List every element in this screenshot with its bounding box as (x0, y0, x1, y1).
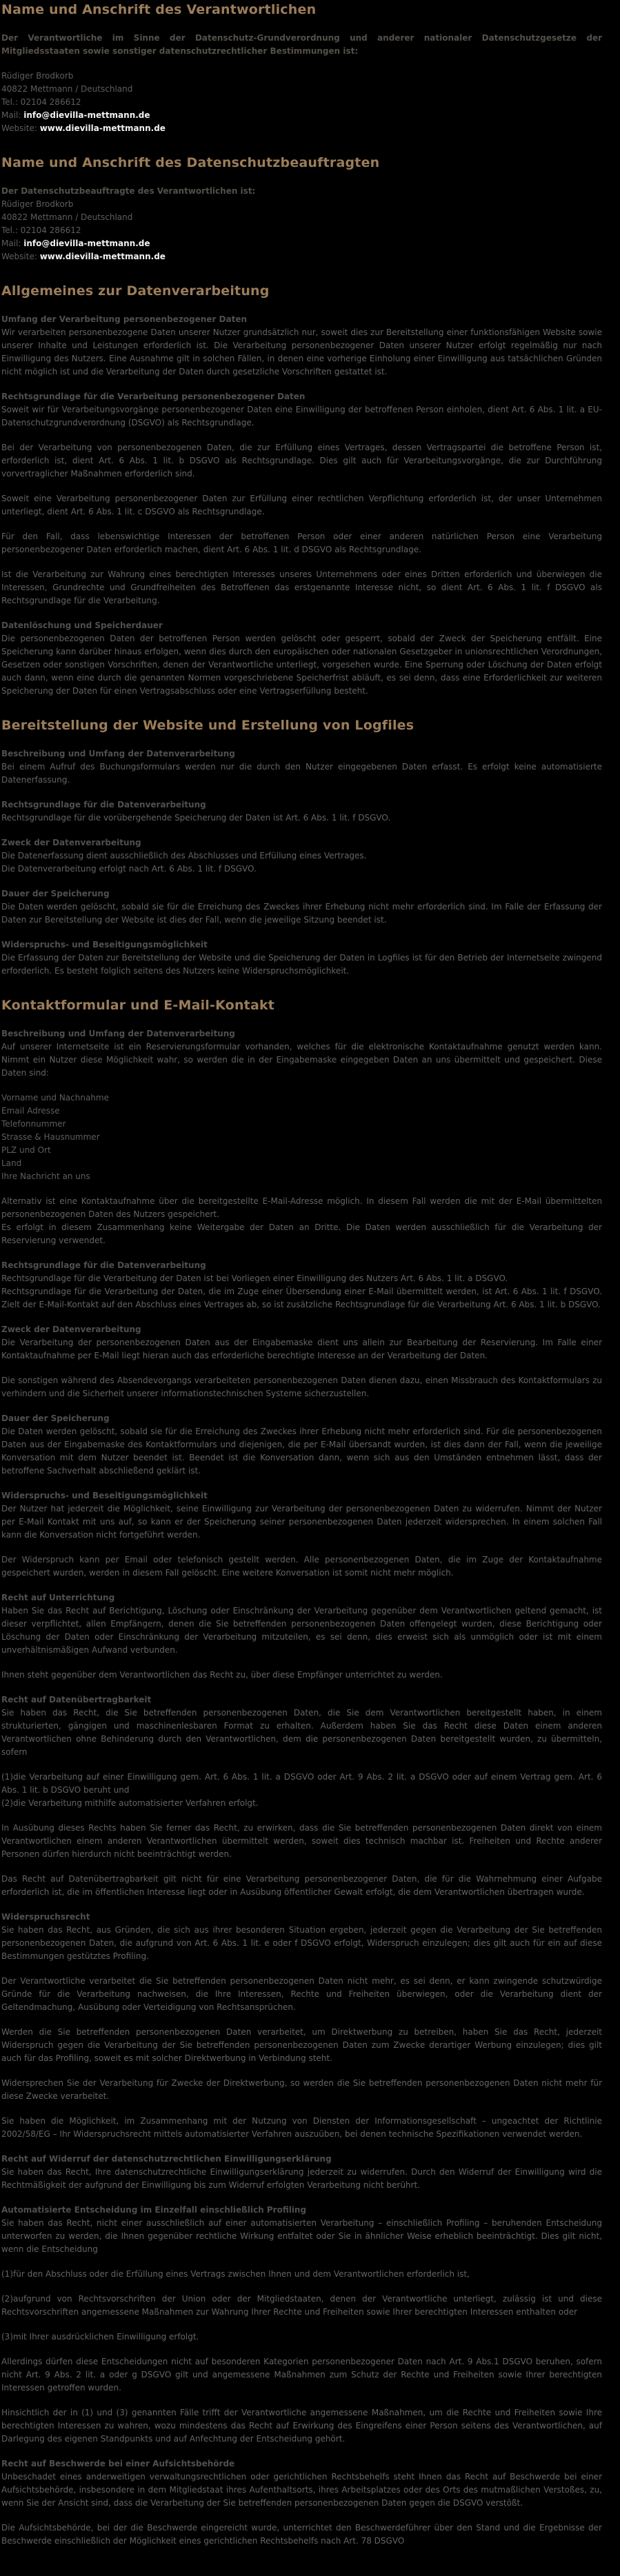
paragraph: Die personenbezogenen Daten der betroffenen Person werden gelöscht oder gesperrt, sobald der Zweck der Speicherung entfällt. Eine Speicherung kann darüber hinaus erfolgen, wenn dies durch den europäischen oder nationalen Gesetzgeber in unionsrechtlichen Verordnungen, Gesetzen oder sonstigen Vorschriften, denen der Verantwortliche unterliegt, vorgesehen wurde. Eine Sperrung oder Löschung der Daten erfolgt auch dann, wenn eine durch die genannten Normen vorgeschriebene Speicherfrist abläuft, es sei denn, dass eine Erforderlichkeit zur weiteren Speicherung der Daten für einen Vertragsabschluss oder eine Vertragserfüllung besteht. (1, 634, 602, 696)
subsection-title: Rechtsgrundlage für die Datenverarbeitung (1, 1260, 206, 1270)
line-group (1, 70, 602, 135)
address-line: Rüdiger Brodkorb (1, 71, 74, 81)
contact-line (1, 237, 602, 250)
address-line: Tel.: 02104 286612 (1, 97, 81, 107)
subsection-title: Datenlöschung und Speicherdauer (1, 621, 163, 630)
paragraph: Widersprechen Sie der Verarbeitung für Zwecke der Direktwerbung, so werden die Sie betreffenden personenbezogenen Daten nicht mehr für diese Zwecke verarbeitet. (1, 2078, 602, 2101)
paragraph: Unbeschadet eines anderweitigen verwaltungsrechtlichen oder gerichtlichen Rechtsbehelfs steht Ihnen das Recht auf Beschwerde bei einer Aufsichtsbehörde, insbesondere in dem Mitgliedstaat ihres Aufenthaltsorts, ihres Arbeitsplatzes oder des Orts des mutmaßlichen Verstoßes, zu, wenn Sie der Ansicht sind, dass die Verarbeitung der Sie betreffenden personenbezogenen Daten gegen die DSGVO verstößt. (1, 2472, 602, 2508)
paragraph: (1)für den Abschluss oder die Erfüllung eines Vertrags zwischen Ihnen und dem Verantwortlichen erforderlich ist, (1, 2269, 470, 2279)
paragraph: Alternativ ist eine Kontaktaufnahme über die bereitgestellte E-Mail-Adresse möglich. In diesem Fall werden die mit der E-Mail übermittelten personenbezogenen Daten des Nutzers gespeichert. Es erfolgt in diesem Zusammenhang keine Weitergabe der Daten an Dritte. Die Daten werden ausschließlich für die Verarbeitung der Reservierung verwendet. (1, 1196, 602, 1245)
subsection-title: Widerspruchs- und Beseitigungsmöglichkeit (1, 940, 208, 949)
section-heading-allgemeines: Allgemeines zur Datenverarbeitung (1, 283, 270, 299)
paragraph: Soweit eine Verarbeitung personenbezogener Daten zur Erfüllung einer rechtlichen Verpflichtung erforderlich ist, der unser Unternehmen unterliegt, dient Art. 6 Abs. 1 lit. c DSGVO als Rechtsgrundlage. (1, 494, 602, 516)
contact-label: Website: (1, 252, 40, 261)
email-link[interactable]: info@dievilla-mettmann.de (23, 110, 150, 120)
paragraph: Auf unserer Internetseite ist ein Reservierungsformular vorhanden, welches für die elektronische Kontaktaufnahme genutzt werden kann. Nimmt ein Nutzer diese Möglichkeit wahr, so werden die in der Eingabemaske eingegeben Daten an uns übermittelt und gespeichert. Diese Daten sind: (1, 1042, 602, 1078)
email-link[interactable]: info@dievilla-mettmann.de (23, 239, 150, 248)
section-heading-datenschutzbeauftragter: Name und Anschrift des Datenschutzbeauftragten (1, 155, 380, 170)
section-kontakt (1, 997, 602, 2548)
contact-label: Mail: (1, 110, 24, 120)
subsection-title: Recht auf Beschwerde bei einer Aufsichtsbehörde (1, 2459, 235, 2468)
paragraph: Hinsichtlich der in (1) und (3) genannten Fälle trifft der Verantwortliche angemessene Maßnahmen, um die Rechte und Freiheiten sowie Ihre berechtigten Interessen zu wahren, wozu mindestens das Recht auf Erwirkung des Eingreifens einer Person seitens des Verantwortlichen, auf Darlegung des eigenen Standpunkts und auf Anfechtung der Entscheidung gehört. (1, 2408, 602, 2444)
paragraph: Der Nutzer hat jederzeit die Möglichkeit, seine Einwilligung zur Verarbeitung der personenbezogenen Daten zu widerrufen. Nimmt der Nutzer per E-Mail Kontakt mit uns auf, so kann er der Speicherung seiner personenbezogenen Daten jederzeit widersprechen. In einem solchen Fall kann die Konversation nicht fortgeführt werden. (1, 1504, 602, 1540)
section-verantwortlicher (1, 1, 602, 135)
paragraph: Haben Sie das Recht auf Berichtigung, Löschung oder Einschränkung der Verarbeitung gegenüber dem Verantwortlichen geltend gemacht, ist dieser verpflichtet, allen Empfängern, denen die Sie betreffenden personenbezogenen Daten offengelegt wurden, diese Berichtigung oder Löschung der Daten oder Einschränkung der Verarbeitung mitzuteilen, es sei denn, dies erweist sich als unmöglich oder ist mit einem unverhältnismäßigen Aufwand verbunden. (1, 1606, 602, 1655)
paragraph: (3)mit Ihrer ausdrücklichen Einwilligung erfolgt. (1, 2332, 199, 2342)
paragraph: Für den Fall, dass lebenswichtige Interessen der betroffenen Person oder einer anderen natürlichen Person eine Verarbeitung personenbezogener Daten erforderlich machen, dient Art. 6 Abs. 1 lit. d DSGVO als Rechtsgrundlage. (1, 532, 602, 554)
line-group (1, 198, 602, 263)
subsection-title: Recht auf Unterrichtung (1, 1593, 115, 1602)
subsection-title: Zweck der Datenverarbeitung (1, 1325, 141, 1334)
subsection-title: Rechtsgrundlage für die Verarbeitung personenbezogener Daten (1, 392, 306, 401)
subsection-title: Dauer der Speicherung (1, 889, 110, 898)
lead-line: Der Datenschutzbeauftragte des Verantwortlichen ist: (1, 186, 256, 196)
form-data-item: Land (1, 1158, 22, 1168)
contact-line (1, 250, 602, 263)
subsection-title: Dauer der Speicherung (1, 1413, 110, 1423)
paragraph: Die Verarbeitung der personenbezogenen Daten aus der Eingabemaske dient uns allein zur Bearbeitung der Reservierung. Im Falle einer Kontaktaufnahme per E-Mail liegt hieran auch das erforderliche berechtigte Interesse an der Verarbeitung der Daten. (1, 1338, 602, 1360)
subsection-title: Umfang der Verarbeitung personenbezogener Daten (1, 314, 248, 324)
section-datenschutzbeauftragter (1, 154, 602, 263)
form-data-item: Strasse & Hausnummer (1, 1132, 100, 1142)
form-data-item: Email Adresse (1, 1106, 60, 1116)
subsection-title: Zweck der Datenverarbeitung (1, 838, 141, 847)
form-data-item: PLZ und Ort (1, 1145, 51, 1155)
subsection-title: Widerspruchs- und Beseitigungsmöglichkeit (1, 1491, 208, 1500)
address-line: 40822 Mettmann / Deutschland (1, 84, 133, 94)
contact-label: Mail: (1, 239, 24, 248)
section-heading-kontakt: Kontaktformular und E-Mail-Kontakt (1, 998, 275, 1013)
paragraph: (1)die Verarbeitung auf einer Einwilligung gem. Art. 6 Abs. 1 lit. a DSGVO oder Art. 9 Abs. 2 lit. a DSGVO oder auf einem Vertrag gem. Art. 6 Abs. 1 lit. b DSGVO beruht und (2)die Verarbeitung mithilfe automatisierter Verfahren erfolgt. (1, 1772, 602, 1808)
paragraph: Sie haben das Recht, Ihre datenschutzrechtliche Einwilligungserklärung jederzeit zu widerrufen. Durch den Widerruf der Einwilligung wird die Rechtmäßigkeit der aufgrund der Einwilligung bis zum Widerruf erfolgten Verarbeitung nicht berührt. (1, 2167, 602, 2190)
paragraph: Das Recht auf Datenübertragbarkeit gilt nicht für eine Verarbeitung personenbezogener Daten, die für die Wahrnehmung einer Aufgabe erforderlich ist, die im öffentlichen Interesse liegt oder in Ausübung öffentlicher Gewalt erfolgt, die dem Verantwortlichen übertragen wurde. (1, 1874, 602, 1897)
paragraph: Sie haben das Recht, nicht einer ausschließlich auf einer automatisierten Verarbeitung – einschließlich Profiling – beruhenden Entscheidung unterworfen zu werden, die Ihnen gegenüber rechtliche Wirkung entfaltet oder Sie in ähnlicher Weise erheblich beeinträchtigt. Dies gilt nicht, wenn die Entscheidung (1, 2218, 602, 2254)
form-data-item: Telefonnummer (1, 1119, 66, 1129)
address-line: Rüdiger Brodkorb (1, 199, 74, 209)
form-data-item: Vorname und Nachnahme (1, 1093, 109, 1103)
address-line: Tel.: 02104 286612 (1, 225, 81, 235)
paragraph: Ihnen steht gegenüber dem Verantwortlichen das Recht zu, über diese Empfänger unterrichtet zu werden. (1, 1670, 443, 1680)
form-data-item: Ihre Nachricht an uns (1, 1171, 90, 1181)
website-link[interactable]: www.dievilla-mettmann.de (39, 252, 166, 261)
section-logfiles (1, 717, 602, 978)
contact-line (1, 122, 602, 135)
paragraph: Bei einem Aufruf des Buchungsformulars werden nur die durch den Nutzer eingegebenen Daten erfasst. Es erfolgt keine automatisierte Datenerfassung. (1, 762, 602, 785)
paragraph: Sie haben das Recht, die Sie betreffenden personenbezogenen Daten, die Sie dem Verantwortlichen bereitgestellt haben, in einem strukturierten, gängigen und maschinenlesbaren Format zu erhalten. Außerdem haben Sie das Recht diese Daten einem anderen Verantwortlichen ohne Behinderung durch den Verantwortlichen, dem die personenbezogenen Daten bereitgestellt wurden, zu übermitteln, sofern (1, 1708, 602, 1757)
paragraph: Ist die Verarbeitung zur Wahrung eines berechtigten Interesses unseres Unternehmens oder eines Dritten erforderlich und überwiegen die Interessen, Grundrechte und Grundfreiheiten des Betroffenen das erstgenannte Interesse nicht, so dient Art. 6 Abs. 1 lit. f DSGVO als Rechtsgrundlage für die Verarbeitung. (1, 570, 602, 605)
subsection-title: Beschreibung und Umfang der Datenverarbeitung (1, 749, 235, 758)
paragraph: Allerdings dürfen diese Entscheidungen nicht auf besonderen Kategorien personenbezogener Daten nach Art. 9 Abs.1 DSGVO beruhen, sofern nicht Art. 9 Abs. 2 lit. a oder g DSGVO gilt und angemessene Maßnahmen zum Schutz der Rechte und Freiheiten sowie Ihrer berechtigten Interessen getroffen wurden. (1, 2357, 602, 2393)
paragraph: Der Verantwortliche verarbeitet die Sie betreffenden personenbezogenen Daten nicht mehr, es sei denn, er kann zwingende schutzwürdige Gründe für die Verarbeitung nachweisen, die Ihre Interessen, Rechte und Freiheiten überwiegen, oder die Verarbeitung dient der Geltendmachung, Ausübung oder Verteidigung von Rechtsansprüchen. (1, 1976, 602, 2012)
paragraph: Wir verarbeiten personenbezogene Daten unserer Nutzer grundsätzlich nur, soweit dies zur Bereitstellung einer funktionsfähigen Website sowie unserer Inhalte und Leistungen erforderlich ist. Die Verarbeitung personenbezogener Daten unserer Nutzer erfolgt regelmäßig nur nach Einwilligung des Nutzers. Eine Ausnahme gilt in solchen Fällen, in denen eine vorherige Einholung einer Einwilligung aus tatsächlichen Gründen nicht möglich ist und die Verarbeitung der Daten durch gesetzliche Vorschriften gestattet ist. (1, 328, 602, 376)
paragraph: Die Daten werden gelöscht, sobald sie für die Erreichung des Zweckes ihrer Erhebung nicht mehr erforderlich sind. Im Falle der Erfassung der Daten zur Bereitstellung der Website ist dies der Fall, wenn die jeweilige Sitzung beendet ist. (1, 902, 602, 925)
subsection-title: Beschreibung und Umfang der Datenverarbeitung (1, 1029, 235, 1038)
paragraph: Die Aufsichtsbehörde, bei der die Beschwerde eingereicht wurde, unterrichtet den Beschwerdeführer über den Stand und die Ergebnisse der Beschwerde einschließlich der Möglichkeit eines gerichtlichen Rechtsbehelfs nach Art. 78 DSGVO (1, 2523, 602, 2546)
intro-paragraph: Der Verantwortliche im Sinne der Datenschutz-Grundverordnung und anderer nationaler Datenschutzgesetze der Mitgliedsstaaten sowie sonstiger datenschutzrechtlicher Bestimmungen ist: (1, 33, 602, 56)
paragraph: Die Erfassung der Daten zur Bereitstellung der Website und die Speicherung der Daten in Logfiles ist für den Betrieb der Internetseite zwingend erforderlich. Es besteht folglich seitens des Nutzers keine Widerspruchsmöglichkeit. (1, 953, 602, 976)
contact-label: Website: (1, 123, 40, 133)
paragraph: In Ausübung dieses Rechts haben Sie ferner das Recht, zu erwirken, dass die Sie betreffenden personenbezogenen Daten direkt von einem Verantwortlichen einem anderen Verantwortlichen übermittelt werden, soweit dies technisch machbar ist. Freiheiten und Rechte anderer Personen dürfen hierdurch nicht beeinträchtigt werden. (1, 1823, 602, 1859)
paragraph: Rechtsgrundlage für die Verarbeitung der Daten ist bei Vorliegen einer Einwilligung des Nutzers Art. 6 Abs. 1 lit. a DSGVO. Rechtsgrundlage für die Verarbeitung der Daten, die im Zuge einer Übersendung einer E-Mail übermittelt werden, ist Art. 6 Abs. 1 lit. f DSGVO. Zielt der E-Mail-Kontakt auf den Abschluss eines Vertrages ab, so ist zusätzliche Rechtsgrundlage für die Verarbeitung Art. 6 Abs. 1 lit. b DSGVO. (1, 1274, 602, 1309)
subsection-title: Widerspruchsrecht (1, 1912, 90, 1922)
paragraph: (2)aufgrund von Rechtsvorschriften der Union oder der Mitgliedstaaten, denen der Verantwortliche unterliegt, zulässig ist und diese Rechtsvorschriften angemessene Maßnahmen zur Wahrung Ihrer Rechte und Freiheiten sowie Ihrer berechtigten Interessen enthalten oder (1, 2294, 602, 2317)
paragraph: Sie haben das Recht, aus Gründen, die sich aus ihrer besonderen Situation ergeben, jederzeit gegen die Verarbeitung der Sie betreffenden personenbezogenen Daten, die aufgrund von Art. 6 Abs. 1 lit. e oder f DSGVO erfolgt, Widerspruch einzulegen; dies gilt auch für ein auf diese Bestimmungen gestütztes Profiling. (1, 1925, 602, 1961)
paragraph: Bei der Verarbeitung von personenbezogenen Daten, die zur Erfüllung eines Vertrages, dessen Vertragspartei die betroffene Person ist, erforderlich ist, dient Art. 6 Abs. 1 lit. b DSGVO als Rechtsgrundlage. Dies gilt auch für Verarbeitungsvorgänge, die zur Durchführung vorvertraglicher Maßnahmen erforderlich sind. (1, 443, 602, 479)
contact-line (1, 109, 602, 122)
section-heading-logfiles: Bereitstellung der Website und Erstellung von Logfiles (1, 718, 414, 733)
subsection-title: Rechtsgrundlage für die Datenverarbeitung (1, 800, 206, 809)
section-allgemeines (1, 283, 602, 698)
subsection-title: Recht auf Datenübertragbarkeit (1, 1695, 152, 1704)
subsection-title: Automatisierte Entscheidung im Einzelfall einschließlich Profiling (1, 2205, 307, 2215)
paragraph: Die Datenerfassung dient ausschließlich des Abschlusses und Erfüllung eines Vertrages. Die Datenverarbeitung erfolgt nach Art. 6 Abs. 1 lit. f DSGVO. (1, 851, 367, 874)
paragraph: Der Widerspruch kann per Email oder telefonisch gestellt werden. Alle personenbezogenen Daten, die im Zuge der Kontaktaufnahme gespeichert wurden, werden in diesem Fall gelöscht. Eine weitere Konversation ist somit nicht mehr möglich. (1, 1555, 602, 1578)
section-heading-verantwortlicher: Name und Anschrift des Verantwortlichen (1, 2, 317, 17)
paragraph: Die Daten werden gelöscht, sobald sie für die Erreichung des Zweckes ihrer Erhebung nicht mehr erforderlich sind. Für die personenbezogenen Daten aus der Eingabemaske des Kontaktformulars und diejenigen, die per E-Mail übersandt wurden, ist dies dann der Fall, wenn die jeweilige Konversation mit dem Nutzer beendet ist. Beendet ist die Konversation dann, wenn sich aus den Umständen entnehmen lässt, dass der betroffene Sachverhalt abschließend geklärt ist. (1, 1427, 602, 1476)
paragraph: Werden die Sie betreffenden personenbezogenen Daten verarbeitet, um Direktwerbung zu betreiben, haben Sie das Recht, jederzeit Widerspruch gegen die Verarbeitung der Sie betreffenden personenbezogenen Daten zum Zwecke derartiger Werbung einzulegen; dies gilt auch für das Profiling, soweit es mit solcher Direktwerbung in Verbindung steht. (1, 2027, 602, 2063)
paragraph: Sie haben die Möglichkeit, im Zusammenhang mit der Nutzung von Diensten der Informationsgesellschaft – ungeachtet der Richtlinie 2002/58/EG – Ihr Widerspruchsrecht mittels automatisierter Verfahren auszuüben, bei denen technische Spezifikationen verwendet werden. (1, 2116, 602, 2139)
paragraph: Soweit wir für Verarbeitungsvorgänge personenbezogener Daten eine Einwilligung der betroffenen Person einholen, dient Art. 6 Abs. 1 lit. a EU-Datenschutzgrundverordnung (DSGVO) als Rechtsgrundlage. (1, 405, 602, 427)
website-link[interactable]: www.dievilla-mettmann.de (39, 123, 166, 133)
line-group (1, 1091, 602, 1183)
paragraph: Rechtsgrundlage für die vorübergehende Speicherung der Daten ist Art. 6 Abs. 1 lit. f DSGVO. (1, 813, 391, 823)
paragraph: Die sonstigen während des Absendevorgangs verarbeiteten personenbezogenen Daten dienen dazu, einen Missbrauch des Kontaktformulars zu verhindern und die Sicherheit unserer informationstechnischen Systeme sicherzustellen. (1, 1376, 602, 1398)
address-line: 40822 Mettmann / Deutschland (1, 212, 133, 222)
subsection-title: Recht auf Widerruf der datenschutzrechtlichen Einwilligungserklärung (1, 2154, 332, 2164)
